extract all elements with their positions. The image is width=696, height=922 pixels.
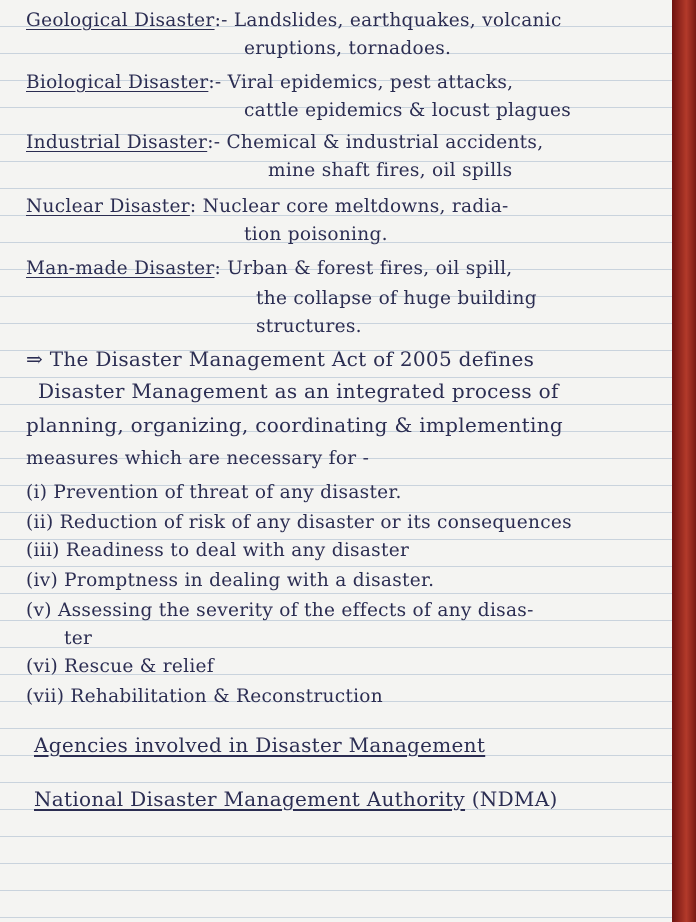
definition-text: Nuclear core meltdowns, radia- (196, 196, 509, 217)
separator: : (214, 258, 222, 279)
term-biological: Biological Disaster (26, 72, 209, 93)
line-nuclear (26, 194, 509, 220)
term-geological: Geological Disaster (26, 10, 215, 31)
separator: :- (207, 132, 221, 153)
separator: :- (208, 72, 222, 93)
line-act-intro: ⇒ The Disaster Management Act of 2005 defines (26, 347, 535, 371)
heading-agencies-text: Agencies involved in Disaster Management (34, 733, 486, 757)
line-biological (26, 70, 513, 96)
heading-ndma-text: National Disaster Management Authority (34, 787, 466, 811)
separator: :- (214, 10, 228, 31)
list-item-assessing: (v) Assessing the severity of the effects of any disas- (26, 600, 534, 621)
line-biological-cont: cattle epidemics & locust plagues (244, 100, 572, 121)
term-nuclear: Nuclear Disaster (26, 196, 190, 217)
line-geological (26, 8, 562, 34)
term-manmade: Man-made Disaster (26, 258, 215, 279)
heading-agencies (34, 732, 485, 758)
list-item-reduction: (ii) Reduction of risk of any disaster or its consequences (26, 512, 572, 533)
list-item-readiness: (iii) Readiness to deal with any disaster (26, 540, 410, 561)
list-item-rescue: (vi) Rescue & relief (26, 656, 214, 677)
separator: : (189, 196, 197, 217)
line-manmade-cont: the collapse of huge building (256, 288, 537, 309)
line-act-def: Disaster Management as an integrated process of (38, 379, 559, 403)
line-manmade (26, 256, 512, 282)
list-item-assessing-cont: ter (64, 628, 93, 649)
definition-text: Viral epidemics, pest attacks, (221, 72, 514, 93)
line-nuclear-cont: tion poisoning. (244, 224, 388, 245)
line-geological-cont: eruptions, tornadoes. (244, 38, 452, 59)
list-item-prevention: (i) Prevention of threat of any disaster. (26, 482, 402, 503)
list-item-rehabilitation: (vii) Rehabilitation & Reconstruction (26, 686, 383, 707)
line-act-def2: planning, organizing, coordinating & implementing (26, 413, 563, 437)
line-manmade-cont2: structures. (256, 316, 362, 337)
line-industrial-cont: mine shaft fires, oil spills (268, 160, 513, 181)
definition-text: Chemical & industrial accidents, (220, 132, 544, 153)
line-act-def3: measures which are necessary for - (26, 448, 370, 469)
ndma-abbrev: (NDMA) (465, 787, 558, 811)
list-item-promptness: (iv) Promptness in dealing with a disaster. (26, 570, 435, 591)
term-industrial: Industrial Disaster (26, 132, 208, 153)
heading-ndma (34, 786, 558, 812)
line-industrial (26, 130, 543, 156)
definition-text: Landslides, earthquakes, volcanic (227, 10, 562, 31)
definition-text: Urban & forest fires, oil spill, (221, 258, 513, 279)
background-edge (672, 0, 696, 922)
